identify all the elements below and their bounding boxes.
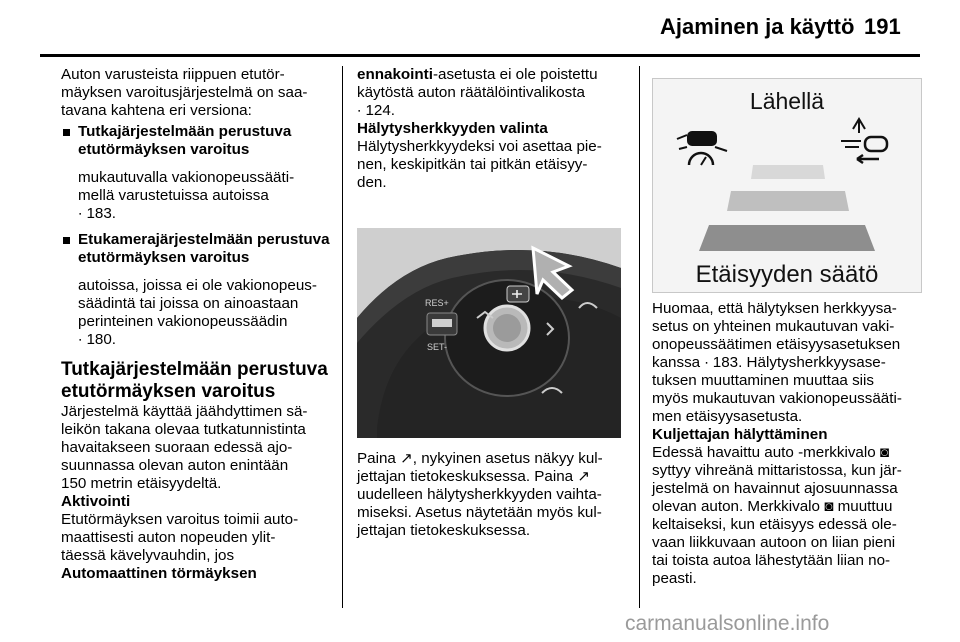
body-line: uudelleen hälytysherkkyyden vaihta- <box>357 486 602 503</box>
body-line: tai toista autoa lähestytään liian no- <box>652 552 891 569</box>
page-number: 191 <box>864 14 901 39</box>
body-line: Paina ↗, nykyinen asetus näkyy kul- <box>357 450 603 467</box>
distance-bar-far <box>699 225 875 251</box>
body-line: keltaiseksi, kun etäisyys edessä ole- <box>652 516 897 533</box>
body-line: olevan auton. Merkkivalo ◙ muuttuu <box>652 498 893 515</box>
display-top-label: Lähellä <box>749 88 825 114</box>
bullet-square-icon <box>63 237 70 244</box>
watermark: carmanualsonline.info <box>625 612 830 635</box>
bullet-text: perinteinen vakionopeussäädin <box>78 313 288 330</box>
body-line: Etutörmäyksen varoitus toimii auto- <box>61 511 299 528</box>
column-2-after-image <box>357 450 629 540</box>
column-1 <box>61 66 331 583</box>
body-line: jettajan tietokeskuksessa. Paina ↗ <box>357 468 591 485</box>
column-divider-2 <box>639 66 640 608</box>
body-line: Edessä havaittu auto -merkkivalo ◙ <box>652 444 890 461</box>
bullet-text: säädintä tai joissa on ainoastaan <box>78 295 299 312</box>
body-line: den. <box>357 174 387 191</box>
header-rule <box>40 54 920 57</box>
body-line <box>357 66 629 84</box>
bullet-camera <box>61 231 331 267</box>
distance-car-icon <box>841 119 887 163</box>
page-reference: ∙ 180. <box>78 331 116 348</box>
bullet-title: etutörmäyksen varoitus <box>78 141 250 158</box>
intro-line: Auton varusteista riippuen etutör- <box>61 66 285 83</box>
distance-bar-near <box>751 165 825 179</box>
intro-line: mäyksen varoitusjärjestelmä on saa- <box>61 84 308 101</box>
res-label: RES+ <box>425 298 449 308</box>
section-heading <box>61 359 331 403</box>
bullet-radar-text <box>61 169 331 223</box>
heading-line: Tutkajärjestelmään perustuva <box>61 359 328 380</box>
body-line: Järjestelmä käyttää jäähdyttimen sä- <box>61 403 308 420</box>
sub-heading-sensitivity: Hälytysherkkyyden valinta <box>357 120 548 137</box>
set-label: SET- <box>427 342 448 352</box>
page-reference: ∙ 124. <box>357 102 395 119</box>
sub-heading-alert: Kuljettajan hälyttäminen <box>652 426 828 443</box>
body-line: miseksi. Asetus näytetään myös kul- <box>357 504 602 521</box>
body-line: jettajan tietokeskuksessa. <box>357 522 531 539</box>
body-line: men etäisyysasetusta. <box>652 408 803 425</box>
distance-button-icon[interactable] <box>507 286 529 302</box>
body-line: havaitakseen suoraan edessä ajo- <box>61 439 293 456</box>
column-2 <box>357 66 629 192</box>
body-line: 150 metrin etäisyydeltä. <box>61 475 222 492</box>
column-divider-1 <box>342 66 343 608</box>
body-line: nen, keskipitkän tai pitkän etäisyy- <box>357 156 588 173</box>
body-line: kanssa ∙ 183. Hälytysherkkyysase- <box>652 354 886 371</box>
steering-wheel-image <box>357 228 621 438</box>
body-line: maattisesti auton nopeuden ylit- <box>61 529 276 546</box>
body-line: suunnassa olevan auton enintään <box>61 457 289 474</box>
display-bottom-label: Etäisyyden säätö <box>695 261 879 288</box>
body-line: leikön takana olevaa tutkatunnistinta <box>61 421 306 438</box>
column-3-text <box>652 300 924 588</box>
bullet-square-icon <box>63 129 70 136</box>
body-line: käytöstä auton räätälöintivalikosta <box>357 84 585 101</box>
body-line: vaan liikkuvaan autoon on liian pieni <box>652 534 896 551</box>
intro-line: tavana kahtena eri versiona: <box>61 102 252 119</box>
body-text: -asetusta ei ole poistettu <box>432 66 598 83</box>
bullet-text: mellä varustetuissa autoissa <box>78 187 269 204</box>
page-reference: ∙ 183. <box>78 205 116 222</box>
body-line-bold: Automaattinen törmäyksen <box>61 565 257 582</box>
bullet-text: mukautuvalla vakionopeussääti- <box>78 169 295 186</box>
page-header-title: Ajaminen ja käyttö <box>660 14 855 39</box>
distance-display-image <box>652 78 922 293</box>
bullet-title: Etukamerajärjestelmään perustuva <box>78 231 330 248</box>
body-line: peasti. <box>652 570 697 587</box>
bold-term: ennakointi <box>357 66 433 83</box>
bullet-title: Tutkajärjestelmään perustuva <box>78 123 292 140</box>
bullet-text: autoissa, joissa ei ole vakionopeus- <box>78 277 317 294</box>
heading-line: etutörmäyksen varoitus <box>61 381 276 402</box>
body-line: Huomaa, että hälytyksen herkkyysa- <box>652 300 897 317</box>
body-line: onopeussäätimen etäisyysasetuksen <box>652 336 901 353</box>
distance-bar-mid <box>727 191 849 211</box>
body-line: setus on yhteinen mukautuvan vaki- <box>652 318 895 335</box>
body-line: Hälytysherkkyydeksi voi asettaa pie- <box>357 138 602 155</box>
bullet-title: etutörmäyksen varoitus <box>78 249 250 266</box>
body-line: syttyy vihreänä mittaristossa, kun jär- <box>652 462 902 479</box>
body-line: myös mukautuvan vakionopeussääti- <box>652 390 902 407</box>
sub-heading-activation: Aktivointi <box>61 493 131 510</box>
bullet-camera-text <box>61 277 331 349</box>
body-line: tuksen muuttaminen muuttaa siis <box>652 372 875 389</box>
body-line: jestelmä on havainnut ajosuunnassa <box>652 480 898 497</box>
body-line: täessä kävelyvauhdin, jos <box>61 547 235 564</box>
bullet-radar <box>61 123 331 159</box>
car-gauge-icon <box>677 131 727 165</box>
